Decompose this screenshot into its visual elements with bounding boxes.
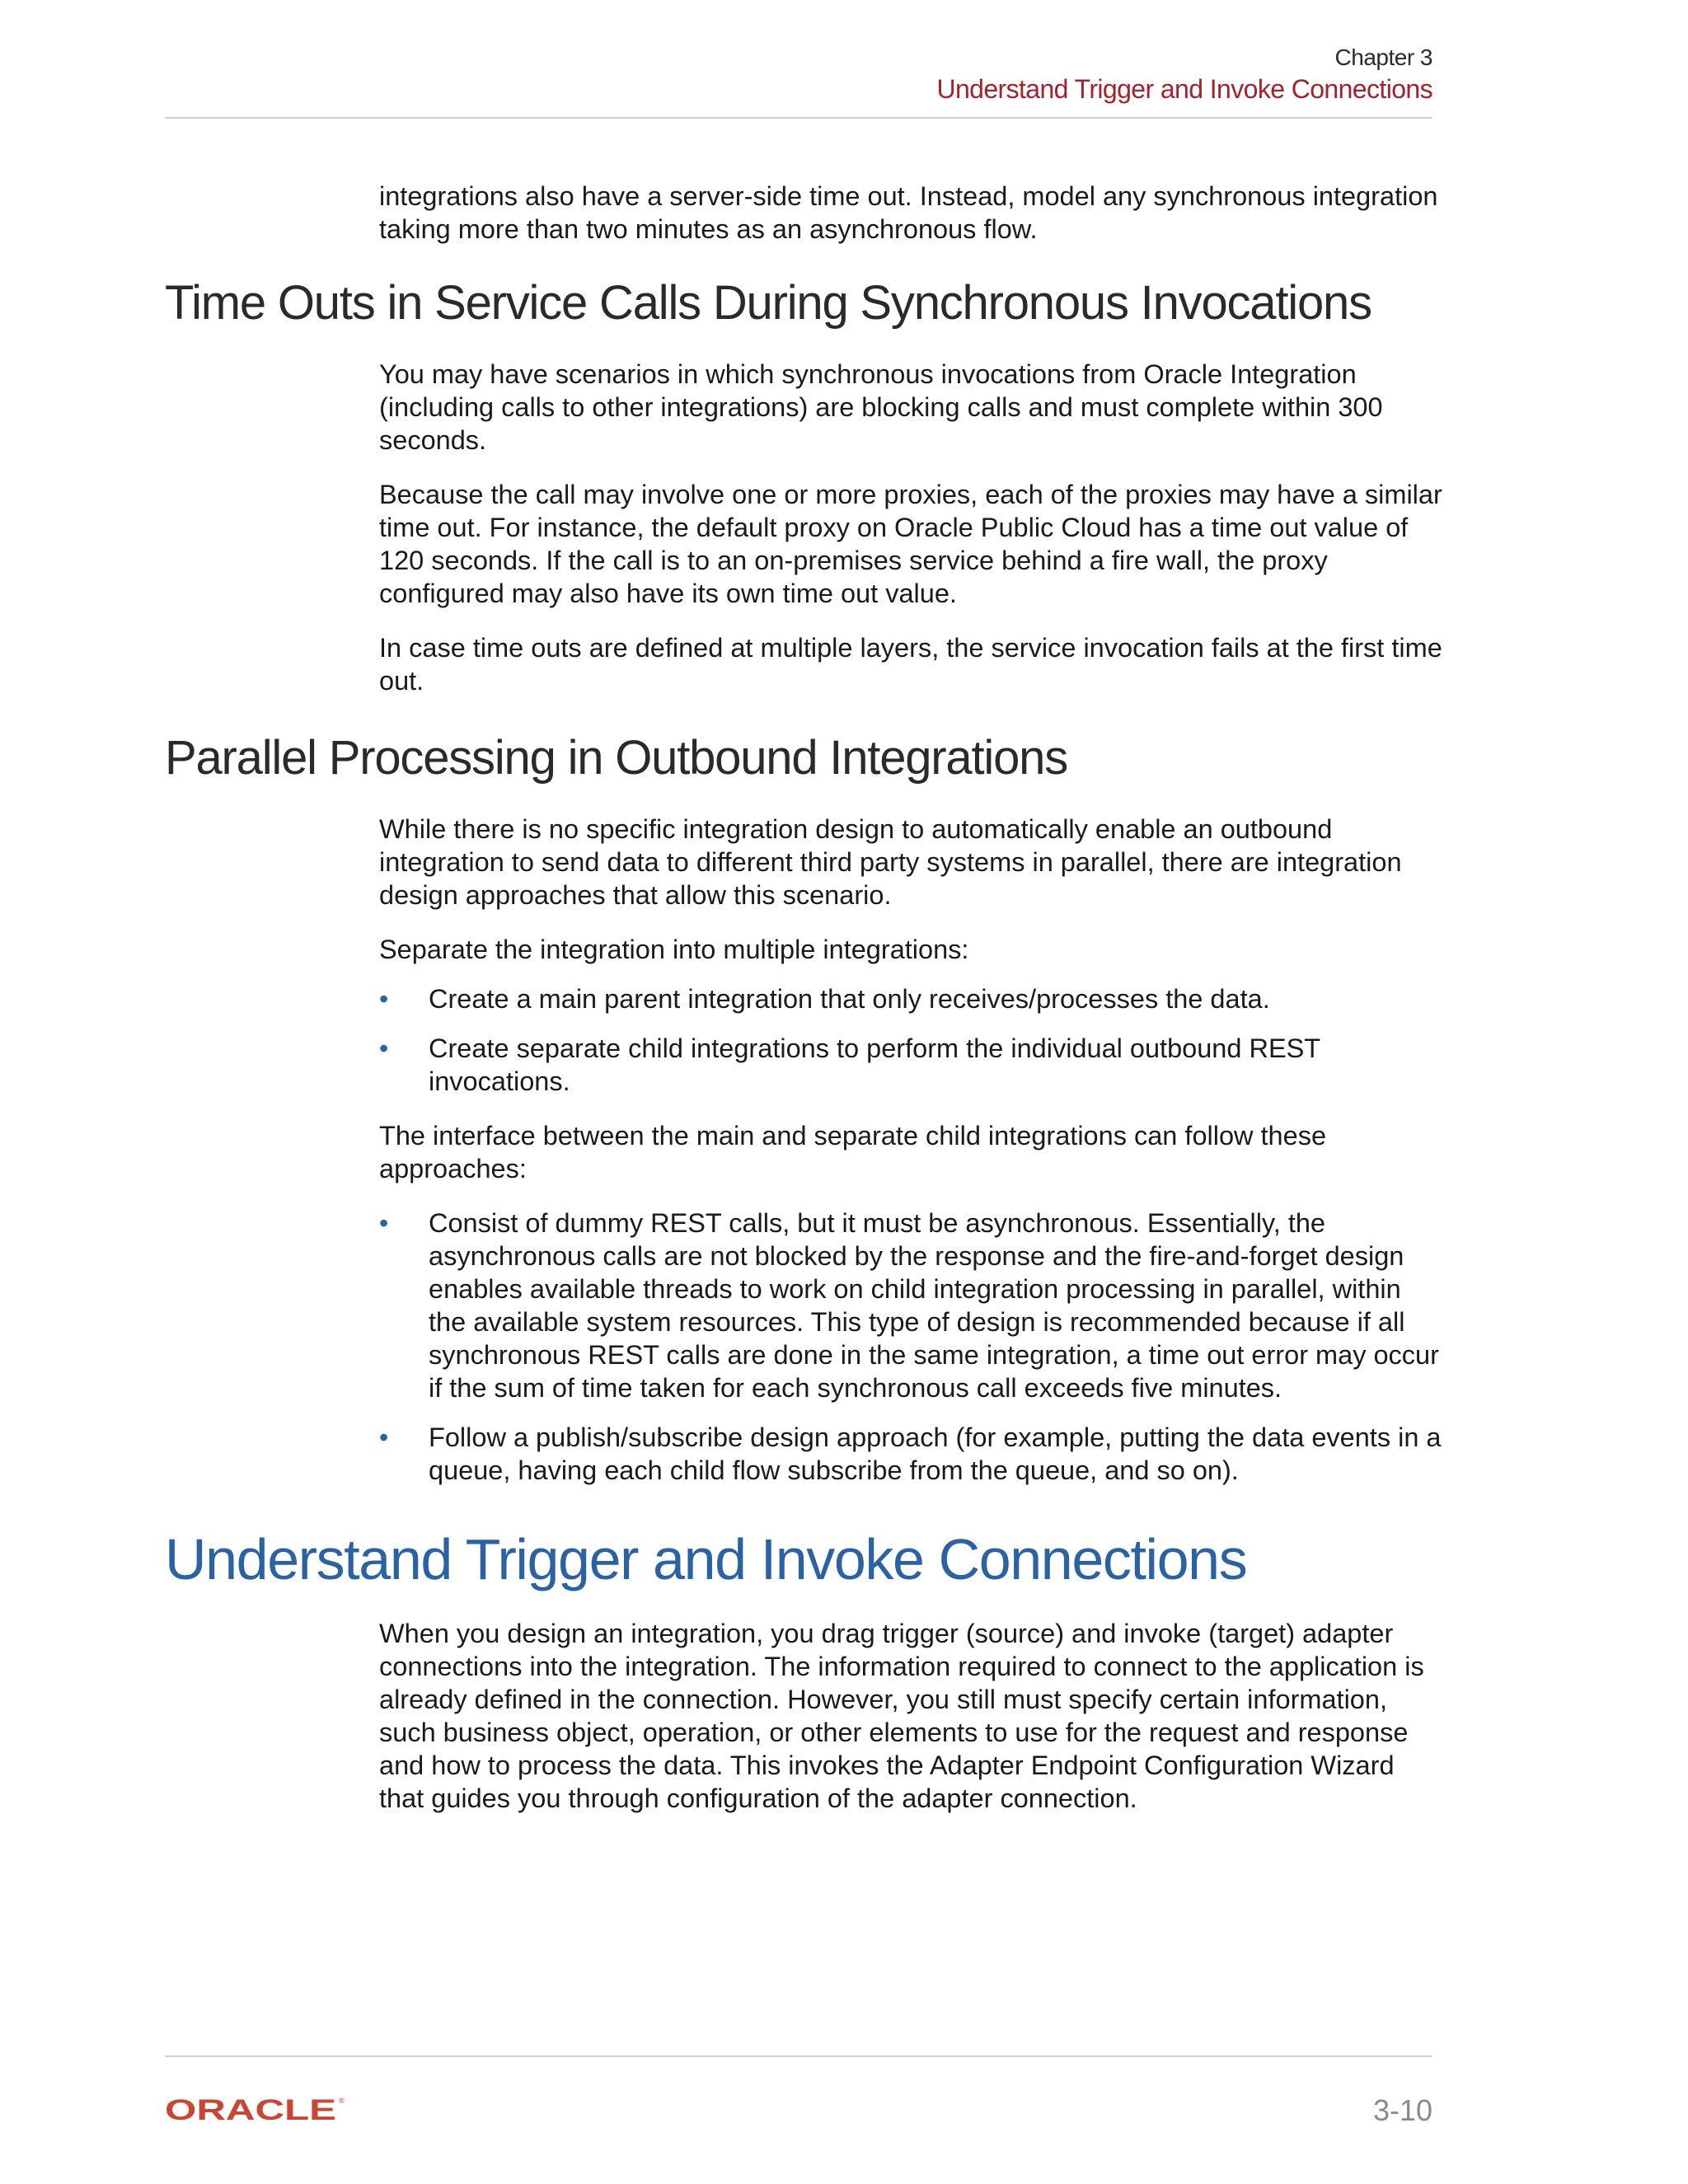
parallel-paragraph-3: The interface between the main and separate child integrations can follow these approaches: xyxy=(379,1121,1327,1183)
header-divider xyxy=(165,117,1432,119)
bullet-icon: • xyxy=(379,1208,389,1238)
registered-mark-icon: ® xyxy=(339,2097,345,2105)
trigger-body xyxy=(379,1617,1442,1815)
section-label: Understand Trigger and Invoke Connections xyxy=(936,74,1432,104)
timeouts-paragraph-1: You may have scenarios in which synchronous invocations from Oracle Integration (including calls to other integrations) are blocking calls and must complete within 300 seconds. xyxy=(379,359,1383,455)
trigger-paragraph-1: When you design an integration, you drag trigger (source) and invoke (target) adapter connections into the integration. The information required to connect to the application is already defined in the connection. However, you still must specify certain information, such business object, operation, or other elements to use for the request and response and how to process the data. This invokes the Adapter Endpoint Configuration Wizard that guides you through configuration of the adapter connection. xyxy=(379,1619,1424,1813)
footer-divider xyxy=(165,2055,1432,2057)
parallel-list-2 xyxy=(379,1207,1442,1487)
heading-trigger-invoke: Understand Trigger and Invoke Connections xyxy=(165,1527,1247,1591)
bullet-icon: • xyxy=(379,1422,389,1452)
parallel-body xyxy=(379,813,1442,1487)
bullet-icon: • xyxy=(379,984,389,1014)
list-item-text: Create a main parent integration that only receives/processes the data. xyxy=(429,984,1270,1014)
list-item-text: Consist of dummy REST calls, but it must be asynchronous. Essentially, the asynchronous calls are not blocked by the response and the fire-and-forget design enables available threads to work on child integration processing in parallel, within the available system resources. This type of design is recommended because if all synchronous REST calls are done in the same integration, a time out error may occur if the sum of time taken for each synchronous call exceeds five minutes. xyxy=(429,1208,1439,1403)
page-number: 3-10 xyxy=(1372,2093,1432,2127)
intro-paragraph: integrations also have a server-side time out. Instead, model any synchronous integration taking more than two minutes as an asynchronous flow. xyxy=(379,181,1438,244)
list-item-text: Create separate child integrations to perform the individual outbound REST invocations. xyxy=(429,1033,1320,1096)
heading-parallel: Parallel Processing in Outbound Integrations xyxy=(165,731,1067,785)
parallel-list-1 xyxy=(379,982,1442,1098)
list-item xyxy=(379,1421,1442,1487)
bullet-icon: • xyxy=(379,1033,389,1063)
timeouts-paragraph-3: In case time outs are defined at multiple layers, the service invocation fails at the first time out. xyxy=(379,633,1442,696)
intro-paragraph-block xyxy=(379,180,1442,246)
list-item xyxy=(379,1207,1442,1404)
list-item-text: Follow a publish/subscribe design approach (for example, putting the data events in a queue, having each child flow subscribe from the queue, and so on). xyxy=(429,1422,1442,1485)
oracle-logo-text: ORACLE xyxy=(165,2096,336,2122)
parallel-paragraph-1: While there is no specific integration design to automatically enable an outbound integration to send data to different third party systems in parallel, there are integration design approaches that allow this scenario. xyxy=(379,814,1402,910)
parallel-paragraph-2: Separate the integration into multiple integrations: xyxy=(379,935,969,964)
oracle-logo xyxy=(165,2096,348,2122)
timeouts-paragraph-2: Because the call may involve one or more proxies, each of the proxies may have a similar time out. For instance, the default proxy on Oracle Public Cloud has a time out value of 120 seconds. If the call is to an on-premises service behind a fire wall, the proxy configured may also have its own time out value. xyxy=(379,480,1442,608)
running-header xyxy=(936,43,1432,105)
list-item xyxy=(379,982,1442,1015)
chapter-label: Chapter 3 xyxy=(1334,45,1432,70)
heading-timeouts: Time Outs in Service Calls During Synchronous Invocations xyxy=(165,276,1372,330)
timeouts-body xyxy=(379,358,1442,697)
list-item xyxy=(379,1032,1442,1098)
